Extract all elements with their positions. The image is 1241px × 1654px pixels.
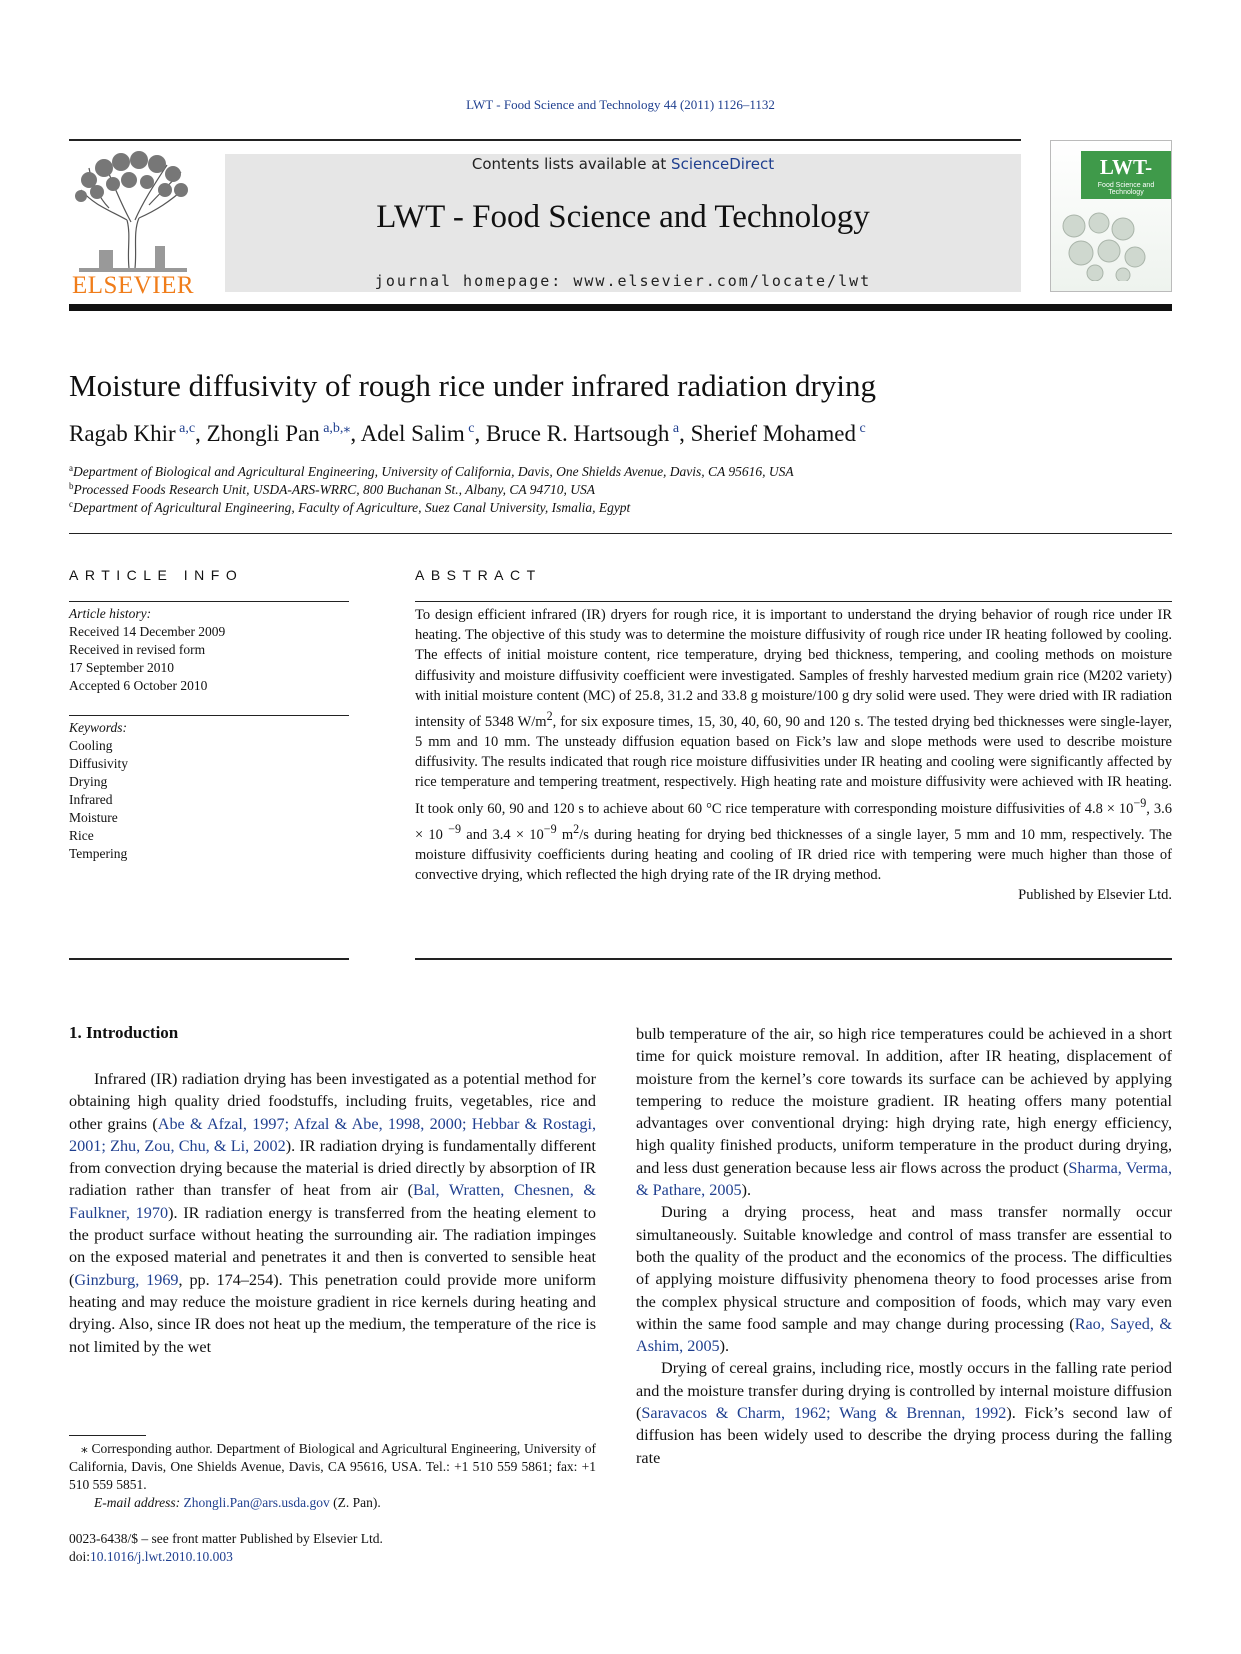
doi-link[interactable]: 10.1016/j.lwt.2010.10.003 — [90, 1549, 233, 1564]
affiliation-text: Processed Foods Research Unit, USDA-ARS-WRRC, 800 Buchanan St., Albany, CA 94710, USA — [73, 482, 596, 497]
corresponding-author-footnote: ⁎ Corresponding author. Department of Biological and Agricultural Engineering, University of California, Davis, One Shields Avenue, Davis, CA 95616, USA. Tel.: +1 510 559 5861; fax: +1 510 559 5851. E-mail address: Zhongli.Pan@ars.usda.gov (Z. Pan). — [69, 1441, 596, 1510]
footnote-rule — [69, 1435, 146, 1436]
author-affiliation-mark[interactable]: a,c — [179, 421, 196, 436]
affiliation-b — [69, 481, 595, 498]
abstract-divider — [415, 958, 1172, 960]
journal-homepage-link[interactable]: journal homepage: www.elsevier.com/locate/lwt — [374, 272, 872, 290]
author-name[interactable]: Ragab Khir — [69, 421, 176, 446]
author-affiliation-mark[interactable]: c — [468, 421, 475, 436]
body-column-right — [636, 1023, 1172, 1469]
affiliation-label: b — [69, 481, 74, 491]
keyword: Cooling — [69, 738, 113, 753]
journal-name: LWT - Food Science and Technology — [376, 199, 870, 235]
citation-link[interactable]: Rao, Sayed, & Ashim, 2005 — [636, 1314, 1172, 1356]
abstract-heading: ABSTRACT — [415, 567, 542, 583]
keyword: Moisture — [69, 810, 118, 825]
contents-line — [225, 155, 1021, 173]
history-label: Article history: — [69, 606, 152, 621]
paragraph: Drying of cereal grains, including rice, mostly occurs in the falling rate period and the moisture transfer during drying is controlled by internal moisture diffusion (Saravacos & Charm, 1962; Wang & Brennan, 1992). Fick’s second law of diffusion has been widely used to describe the drying process during the falling rate — [636, 1359, 1172, 1467]
affiliation-a — [69, 463, 794, 480]
email-line: E-mail address: Zhongli.Pan@ars.usda.gov (Z. Pan). — [94, 1495, 381, 1510]
paragraph: bulb temperature of the air, so high rice temperatures could be achieved in a short time for quick moisture removal. In addition, after IR heating, displacement of moisture from the kernel’s core towards its surface can be achieved by applying tempering to reduce the moisture gradient. IR heating offers many potential advantages over conventional drying: high drying rate, high energy efficiency, high quality finished products, uniform temperature in the product during drying, and less dust generation because less air flows across the product (Sharma, Verma, & Pathare, 2005). — [636, 1025, 1172, 1200]
history-item: Accepted 6 October 2010 — [69, 678, 208, 693]
author-affiliation-mark[interactable]: a — [672, 421, 680, 436]
issn-line: 0023-6438/$ – see front matter Published by Elsevier Ltd. — [69, 1531, 383, 1546]
keyword: Tempering — [69, 846, 128, 861]
affiliation-text: Department of Agricultural Engineering, Faculty of Agriculture, Suez Canal University, Ismalia, Egypt — [73, 500, 631, 515]
author-name[interactable]: Adel Salim — [360, 421, 465, 446]
article-info-heading: ARTICLE INFO — [69, 567, 244, 583]
history-item: Received 14 December 2009 — [69, 624, 226, 639]
journal-cover-thumbnail[interactable] — [1050, 140, 1172, 292]
front-matter — [69, 1530, 383, 1566]
abstract-divider — [415, 601, 1172, 602]
info-divider — [69, 601, 349, 602]
footnote-mark: ⁎ — [81, 1441, 88, 1456]
affiliation-label: c — [69, 499, 73, 509]
author-name[interactable]: Bruce R. Hartsough — [486, 421, 670, 446]
affiliation-c — [69, 499, 630, 516]
keyword: Drying — [69, 774, 108, 789]
citation-link[interactable]: Saravacos & Charm, 1962; Wang & Brennan, 1992 — [641, 1404, 1007, 1423]
article-title: Moisture diffusivity of rough rice under infrared radiation drying — [69, 368, 876, 403]
author-affiliation-mark[interactable]: c — [859, 421, 866, 436]
author-list: Ragab Khir $^{a,c}$, Zhongli Pan $^{a,b,⁎}$, Adel Salim $^c$, Bruce R. Hartsough $^a$, Sherief Mohamed $^c$ — [69, 421, 866, 446]
citation-link[interactable]: Sharma, Verma, & Pathare, 2005 — [636, 1158, 1172, 1200]
info-divider — [69, 958, 349, 960]
paragraph: During a drying process, heat and mass transfer normally occur simultaneously. Suitable knowledge and control of mass transfer are essential to both the quality of the product and the economics of the process. The difficulties of applying moisture diffusivity phenomena theory to food processes arise from the complex physical structure and composition of foods, which may vary even within the same food sample and may change during processing (Rao, Sayed, & Ashim, 2005). — [636, 1203, 1172, 1356]
info-divider — [69, 715, 349, 716]
cover-subtitle: Food Science and Technology — [1081, 182, 1171, 199]
author-name[interactable]: Zhongli Pan — [206, 421, 320, 446]
email-link[interactable]: Zhongli.Pan@ars.usda.gov — [183, 1495, 330, 1510]
citation-link[interactable]: Ginzburg, 1969 — [74, 1270, 179, 1289]
history-item: 17 September 2010 — [69, 660, 174, 675]
introduction-heading: 1. Introduction — [69, 1023, 179, 1042]
citation-link[interactable]: Bal, Wratten, Chesnen, & Faulkner, 1970 — [69, 1181, 596, 1222]
keyword: Infrared — [69, 792, 113, 807]
abstract-text: To design efficient infrared (IR) dryers for rough rice, it is important to understand the drying behavior of rough rice under IR heating. The objective of this study was to determine the moisture diffusivity of rough rice under IR heating followed by cooling. The effects of initial moisture content, rice temperature, drying bed thickness, tempering, and cooling methods on moisture diffusivity and moisture diffusivity coefficient were investigated. Samples of freshly harvested medium grain rice (M202 variety) with initial moisture content (MC) of 25.8, 31.2 and 33.8 g moisture/100 g dry solid were used. They were dried with IR radiation intensity of 5348 $W/m^2$, for six exposure times, 15, 30, 40, 60, 90 and 120 s. The tested drying bed thicknesses were single-layer, 5 mm and 10 mm. The unsteady diffusion equation based on Fick’s law and slope methods were used to describe moisture diffusivity. The results indicated that rough rice moisture diffusivities under IR heating and cooling were significantly affected by rice temperature and tempering treatment, respectively. High heating rate and moisture diffusivity were achieved with IR heating. It took only 60, 90 and 120 s to achieve about 60 °C rice temperature with corresponding moisture diffusivities of $4.8 \times 10^{-9}$, 3.6 × 10 $^{-9}$ and $3.4 \times 10^{-9}$ $m^2/s$ during heating for drying bed thicknesses of a single layer, 5 mm and 10 mm, respectively. The moisture diffusivity coefficients during heating and cooling of IR dried rice with tempering were much higher than those of convective drying, which reflected the high drying rate of the IR drying method. Published by Elsevier Ltd. — [415, 605, 1172, 905]
history-item: Received in revised form — [69, 642, 206, 657]
cover-image-icon — [1059, 211, 1149, 281]
author-name[interactable]: Sherief Mohamed — [690, 421, 856, 446]
doi-line: doi:10.1016/j.lwt.2010.10.003 — [69, 1549, 233, 1564]
elsevier-logo[interactable]: ELSEVIER — [71, 272, 195, 299]
published-by: Published by Elsevier Ltd. — [1018, 887, 1172, 904]
affiliation-label: a — [69, 463, 73, 473]
keywords-label: Keywords: — [69, 720, 127, 735]
author-affiliation-mark[interactable]: a,b,⁎ — [323, 421, 351, 436]
keywords — [69, 719, 128, 863]
article-history — [69, 605, 225, 695]
paragraph: Infrared (IR) radiation drying has been investigated as a potential method for obtaining high quality dried foodstuffs, including fruits, vegetables, rice and other grains (Abe & Afzal, 1997; Afzal & Abe, 1998, 2000; Hebbar & Rostagi, 2001; Zhu, Zou, Chu, & Li, 2002). IR radiation drying is fundamentally different from convection drying because the material is dried directly by absorption of IR radiation rather than transfer of heat from air (Bal, Wratten, Chesnen, & Faulkner, 1970). IR radiation energy is transferred from the heating element to the product surface without heating the surrounding air. The radiation impinges on the exposed material and penetrates it and then is converted to sensible heat (Ginzburg, 1969, pp. 174–254). This penetration could provide more uniform heating and may reduce the moisture gradient in rice kernels during heating and drying. Also, since IR does not heat up the medium, the temperature of the rice is not limited by the wet — [69, 1070, 596, 1356]
keyword: Diffusivity — [69, 756, 129, 771]
keyword: Rice — [69, 828, 94, 843]
affiliation-text: Department of Biological and Agricultural Engineering, University of California, Davis, One Shields Avenue, Davis, CA 95616, USA — [73, 464, 794, 479]
header-thick-rule — [69, 304, 1172, 311]
sciencedirect-link[interactable]: ScienceDirect — [671, 155, 775, 173]
body-column-left — [69, 1068, 596, 1358]
header-rule — [69, 139, 1021, 141]
cover-title: LWT- — [1099, 155, 1153, 179]
citation-link[interactable]: Abe & Afzal, 1997; Afzal & Abe, 1998, 2000; Hebbar & Rostagi, 2001; Zhu, Zou, Chu, & Li, 2002 — [69, 1114, 596, 1155]
journal-reference[interactable]: LWT - Food Science and Technology 44 (2011) 1126–1132 — [466, 97, 775, 112]
section-divider — [69, 533, 1172, 534]
contents-prefix: Contents lists available at — [471, 155, 672, 173]
